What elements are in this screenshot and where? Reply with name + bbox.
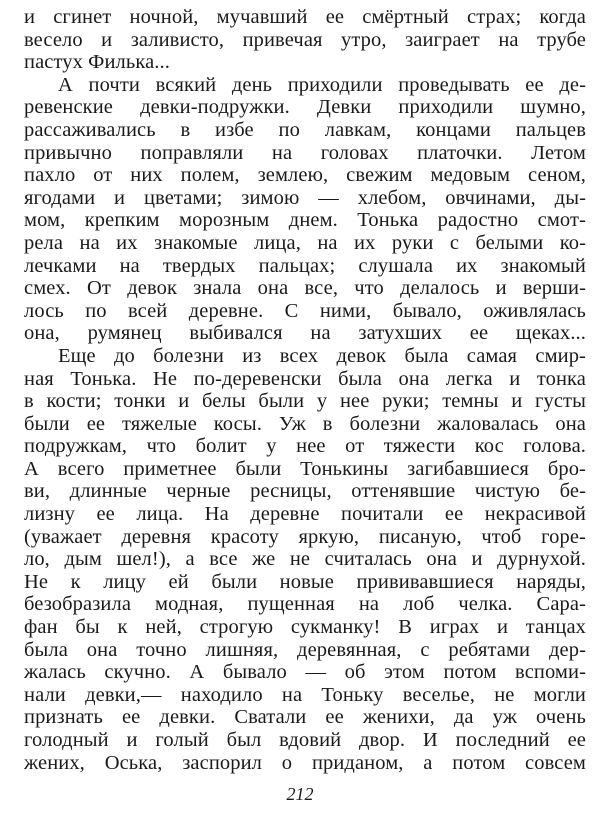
text-line: в кости; тонки и белы были у нее руки; темны и густы (24, 390, 586, 413)
text-line: пахло от них полем, землею, свежим медовым сеном, (24, 164, 586, 187)
text-line: (уважает деревня красоту яркую, писаную, чтоб горе- (24, 525, 586, 548)
text-line: Еще до болезни из всех девок была самая смир- (58, 344, 586, 367)
text-line: ло, дым шел!), а все же не считалась она и дурнухой. (24, 548, 586, 571)
text-line: ви, длинные черные ресницы, оттенявшие чистую бе- (24, 480, 586, 503)
text-line: голодный и голый был вдовий двор. И последний ее (24, 729, 586, 751)
text-line: подружкам, что болит у нее от тяжести кос голова. (24, 435, 586, 458)
text-line: рассаживались в избе по лавкам, концами пальцев (24, 118, 586, 141)
text-line: безобразила модная, пущенная на лоб челка. Сара- (24, 593, 586, 616)
text-line: пастух Филька... (24, 51, 170, 74)
text-line: ная Тонька. Не по-деревенски была она легка и тонка (24, 367, 586, 390)
text-line: фан бы к ней, строгую сукманку! В играх и танцах (24, 616, 586, 639)
text-line: мом, крепким морозным днем. Тонька радостно смот- (24, 209, 586, 232)
text-line: жалась скучно. А бывало — об этом потом вспоми- (24, 661, 586, 684)
text-line: и сгинет ночной, мучавший ее смёртный страх; когда (24, 6, 586, 28)
text-line: привычно поправляли на головах платочки. Летом (24, 141, 586, 164)
text-line: лечками на твердых пальцах; слушала их знакомый (24, 254, 586, 277)
text-line: она, румянец выбивался на затухших ее щеках... (24, 322, 586, 345)
text-line: ревенские девки-подружки. Девки приходили шумно, (24, 96, 586, 119)
text-line: жених, Оська, заспорил о приданом, а потом совсем (24, 751, 586, 774)
text-line: признать ее девки. Сватали ее женихи, да уж очень (24, 706, 586, 729)
text-line: нали девки,— находило на Тоньку веселье, не могли (24, 683, 586, 706)
page-number: 212 (286, 784, 314, 804)
text-line: лось по всей деревне. С ними, бывало, оживлялась (24, 299, 586, 322)
text-line: рела на их знакомые лица, на их руки с белыми ко- (24, 231, 586, 254)
text-line: весело и заливисто, привечая утро, заиграет на трубе (24, 28, 586, 51)
text-line: Не к лицу ей были новые прививавшиеся наряды, (24, 570, 586, 593)
text-line: ягодами и цветами; зимою — хлебом, овчинами, ды- (24, 186, 586, 209)
text-line: А почти всякий день приходили проведывать ее де- (58, 73, 586, 96)
text-line: были ее тяжелые косы. Уж в болезни жаловалась она (24, 412, 586, 435)
text-line: А всего приметнее были Тонькины загибавшиеся бро- (24, 457, 586, 480)
body-text (24, 6, 586, 774)
text-line: смех. От девок знала она все, что делалось и верши- (24, 277, 586, 300)
text-line: лизну ее лица. На деревне почитали ее некрасивой (24, 503, 586, 526)
text-line: была она точно лишняя, деревянная, с ребятами дер- (24, 638, 586, 661)
